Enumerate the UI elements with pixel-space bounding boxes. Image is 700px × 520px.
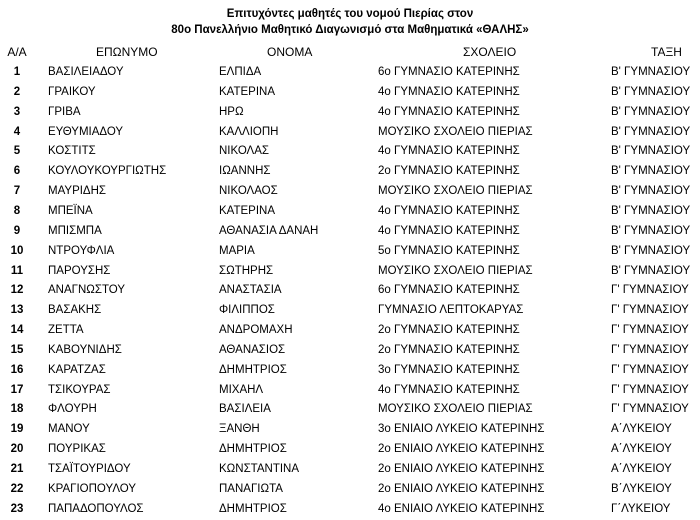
row-name: ΝΙΚΟΛΑΟΣ — [219, 185, 278, 198]
row-number: 8 — [13, 204, 21, 217]
row-number: 11 — [10, 264, 24, 277]
row-number: 21 — [10, 463, 24, 475]
row-school: 4ο ΓΥΜΝΑΣΙΟ ΚΑΤΕΡΙΝΗΣ — [378, 383, 520, 396]
row-surname: ΤΣΙΚΟΥΡΑΣ — [48, 383, 111, 396]
row-surname: ΠΟΥΡΙΚΑΣ — [48, 443, 106, 456]
document-title-line-1: Επιτυχόντες μαθητές του νομού Πιερίας στον — [226, 8, 474, 20]
table-row — [0, 261, 700, 281]
row-surname: ΕΥΘΥΜΙΑΔΟΥ — [48, 125, 124, 138]
row-name: ΚΑΤΕΡΙΝΑ — [219, 85, 276, 98]
row-class: Α΄ΛΥΚΕΙΟΥ — [611, 443, 672, 456]
table-row — [0, 340, 700, 360]
row-name: ΠΑΝΑΓΙΩΤΑ — [219, 482, 283, 495]
row-name: ΒΑΣΙΛΕΙΑ — [219, 403, 271, 416]
row-surname: ΦΛΟΥΡΗ — [48, 403, 97, 416]
row-school: 3ο ΓΥΜΝΑΣΙΟ ΚΑΤΕΡΙΝΗΣ — [378, 363, 520, 376]
row-name: ΝΙΚΟΛΑΣ — [219, 145, 270, 158]
table-row — [0, 141, 700, 161]
row-number: 15 — [10, 343, 24, 356]
header-class: ΤΑΞΗ — [651, 45, 682, 59]
row-number: 17 — [10, 383, 24, 396]
row-name: ΕΛΠΙΔΑ — [219, 66, 262, 78]
header-name: ΟΝΟΜΑ — [267, 45, 313, 59]
row-name: ΣΩΤΗΡΗΣ — [219, 264, 274, 277]
row-number: 18 — [10, 403, 24, 416]
row-name: ΚΑΛΛΙΟΠΗ — [219, 125, 279, 138]
row-class: Α΄ΛΥΚΕΙΟΥ — [611, 423, 672, 436]
row-number: 6 — [13, 165, 21, 178]
row-number: 14 — [10, 324, 24, 337]
row-class: Β' ΓΥΜΝΑΣΙΟΥ — [611, 264, 691, 277]
document-title-line-2: 80ο Πανελλήνιο Μαθητικό Διαγωνισμό στα Μαθηματικά «ΘΑΛΗΣ» — [171, 24, 529, 36]
row-class: Β' ΓΥΜΝΑΣΙΟΥ — [611, 224, 691, 237]
row-school: 4ο ΓΥΜΝΑΣΙΟ ΚΑΤΕΡΙΝΗΣ — [378, 204, 520, 217]
row-surname: ΚΟΥΛΟΥΚΟΥΡΓΙΩΤΗΣ — [48, 165, 167, 178]
row-number: 13 — [10, 304, 24, 317]
row-number: 3 — [13, 105, 21, 118]
row-number: 4 — [13, 125, 21, 138]
row-class: Γ΄ΛΥΚΕΙΟΥ — [611, 502, 671, 515]
row-number: 2 — [13, 85, 21, 98]
row-number: 20 — [10, 443, 24, 456]
row-number: 9 — [13, 224, 21, 237]
table-row — [0, 122, 700, 142]
row-class: Β' ΓΥΜΝΑΣΙΟΥ — [611, 244, 691, 257]
row-name: ΔΗΜΗΤΡΙΟΣ — [219, 363, 287, 376]
row-name: ΔΗΜΗΤΡΙΟΣ — [219, 502, 287, 515]
table-row — [0, 459, 700, 479]
row-number: 10 — [10, 244, 24, 257]
row-school: 4ο ΕΝΙΑΙΟ ΛΥΚΕΙΟ ΚΑΤΕΡΙΝΗΣ — [378, 502, 545, 515]
row-school: 2ο ΕΝΙΑΙΟ ΛΥΚΕΙΟ ΚΑΤΕΡΙΝΗΣ — [378, 482, 545, 495]
row-class: Β΄ΛΥΚΕΙΟΥ — [611, 482, 672, 495]
table-row — [0, 82, 700, 102]
row-surname: ΜΑΥΡΙΔΗΣ — [48, 185, 107, 198]
table-row — [0, 479, 700, 499]
row-class: Β' ΓΥΜΝΑΣΙΟΥ — [611, 165, 691, 178]
row-surname: ΓΡΑΙΚΟΥ — [48, 85, 96, 98]
row-school: 4ο ΓΥΜΝΑΣΙΟ ΚΑΤΕΡΙΝΗΣ — [378, 105, 520, 118]
header-aa: Α/Α — [7, 45, 27, 59]
row-name: ΚΩΝΣΤΑΝΤΙΝΑ — [219, 463, 300, 475]
row-name: ΜΑΡΙΑ — [219, 244, 255, 257]
row-school: 2ο ΓΥΜΝΑΣΙΟ ΚΑΤΕΡΙΝΗΣ — [378, 324, 520, 337]
row-name: ΙΩΑΝΝΗΣ — [219, 165, 271, 178]
row-class: Β' ΓΥΜΝΑΣΙΟΥ — [611, 66, 691, 78]
table-row — [0, 320, 700, 340]
table-header — [0, 42, 700, 62]
row-surname: ΒΑΣΑΚΗΣ — [48, 304, 102, 317]
row-number: 12 — [10, 284, 24, 297]
header-surname: ΕΠΩΝΥΜΟ — [96, 45, 158, 59]
row-name: ΑΘΑΝΑΣΙΑ ΔΑΝΑΗ — [219, 224, 319, 237]
row-number: 7 — [13, 185, 21, 198]
table-row — [0, 161, 700, 181]
row-name: ΑΝΑΣΤΑΣΙΑ — [219, 284, 282, 297]
table-row — [0, 280, 700, 300]
row-surname: ΜΠΙΣΜΠΑ — [48, 224, 102, 237]
row-school: 6ο ΓΥΜΝΑΣΙΟ ΚΑΤΕΡΙΝΗΣ — [378, 66, 520, 78]
row-surname: ΑΝΑΓΝΩΣΤΟΥ — [48, 284, 126, 297]
row-surname: ΠΑΡΟΥΣΗΣ — [48, 264, 111, 277]
row-number: 23 — [10, 502, 24, 515]
row-number: 22 — [10, 482, 24, 495]
row-school: 3ο ΕΝΙΑΙΟ ΛΥΚΕΙΟ ΚΑΤΕΡΙΝΗΣ — [378, 423, 545, 436]
table-row — [0, 201, 700, 221]
row-school: 4ο ΓΥΜΝΑΣΙΟ ΚΑΤΕΡΙΝΗΣ — [378, 224, 520, 237]
row-surname: ΓΡΙΒΑ — [48, 105, 81, 118]
table-row — [0, 499, 700, 519]
row-name: ΚΑΤΕΡΙΝΑ — [219, 204, 276, 217]
table-row — [0, 399, 700, 419]
row-class: Γ' ΓΥΜΝΑΣΙΟΥ — [611, 383, 689, 396]
table-row — [0, 439, 700, 459]
row-school: ΜΟΥΣΙΚΟ ΣΧΟΛΕΙΟ ΠΙΕΡΙΑΣ — [378, 403, 533, 416]
row-surname: ΚΑΒΟΥΝΙΔΗΣ — [48, 343, 122, 356]
table-row — [0, 221, 700, 241]
row-surname: ΜΑΝΟΥ — [48, 423, 90, 436]
row-number: 16 — [10, 363, 24, 376]
row-surname: ΤΣΑΪΤΟΥΡΙΔΟΥ — [48, 463, 131, 475]
row-school: 2ο ΕΝΙΑΙΟ ΛΥΚΕΙΟ ΚΑΤΕΡΙΝΗΣ — [378, 463, 545, 475]
row-class: Α΄ΛΥΚΕΙΟΥ — [611, 463, 672, 475]
table-row — [0, 419, 700, 439]
row-name: ΜΙΧΑΗΛ — [219, 383, 264, 396]
row-surname: ΒΑΣΙΛΕΙΑΔΟΥ — [48, 66, 124, 78]
row-class: Γ' ΓΥΜΝΑΣΙΟΥ — [611, 343, 689, 356]
row-number: 19 — [10, 423, 24, 436]
row-name: ΦΙΛΙΠΠΟΣ — [219, 304, 275, 317]
table-row — [0, 62, 700, 82]
row-name: ΑΝΔΡΟΜΑΧΗ — [219, 324, 293, 337]
table-row — [0, 300, 700, 320]
row-name: ΔΗΜΗΤΡΙΟΣ — [219, 443, 287, 456]
row-number: 1 — [13, 66, 21, 78]
row-surname: ΚΡΑΓΙΟΠΟΥΛΟΥ — [48, 482, 137, 495]
row-class: Β' ΓΥΜΝΑΣΙΟΥ — [611, 125, 691, 138]
row-class: Β' ΓΥΜΝΑΣΙΟΥ — [611, 204, 691, 217]
row-school: 5ο ΓΥΜΝΑΣΙΟ ΚΑΤΕΡΙΝΗΣ — [378, 244, 520, 257]
table-row — [0, 181, 700, 201]
row-name: ΞΑΝΘΗ — [219, 423, 260, 436]
row-class: Β' ΓΥΜΝΑΣΙΟΥ — [611, 145, 691, 158]
table-row — [0, 241, 700, 261]
row-name: ΑΘΑΝΑΣΙΟΣ — [219, 343, 286, 356]
table-row — [0, 102, 700, 122]
row-class: Β' ΓΥΜΝΑΣΙΟΥ — [611, 185, 691, 198]
row-school: ΜΟΥΣΙΚΟ ΣΧΟΛΕΙΟ ΠΙΕΡΙΑΣ — [378, 125, 533, 138]
row-school: ΓΥΜΝΑΣΙΟ ΛΕΠΤΟΚΑΡΥΑΣ — [378, 304, 524, 317]
row-school: 4ο ΓΥΜΝΑΣΙΟ ΚΑΤΕΡΙΝΗΣ — [378, 145, 520, 158]
row-school: ΜΟΥΣΙΚΟ ΣΧΟΛΕΙΟ ΠΙΕΡΙΑΣ — [378, 185, 533, 198]
row-class: Β' ΓΥΜΝΑΣΙΟΥ — [611, 85, 691, 98]
row-surname: ΚΟΣΤΙΤΣ — [48, 145, 96, 158]
row-name: ΗΡΩ — [219, 105, 244, 118]
row-school: 2ο ΓΥΜΝΑΣΙΟ ΚΑΤΕΡΙΝΗΣ — [378, 165, 520, 178]
row-school: 2ο ΕΝΙΑΙΟ ΛΥΚΕΙΟ ΚΑΤΕΡΙΝΗΣ — [378, 443, 545, 456]
row-class: Γ' ΓΥΜΝΑΣΙΟΥ — [611, 324, 689, 337]
row-class: Γ' ΓΥΜΝΑΣΙΟΥ — [611, 403, 689, 416]
row-class: Γ' ΓΥΜΝΑΣΙΟΥ — [611, 304, 689, 317]
row-class: Γ' ΓΥΜΝΑΣΙΟΥ — [611, 363, 689, 376]
row-school: 4ο ΓΥΜΝΑΣΙΟ ΚΑΤΕΡΙΝΗΣ — [378, 85, 520, 98]
row-surname: ΠΑΠΑΔΟΠΟΥΛΟΣ — [48, 502, 144, 515]
row-surname: ΖΕΤΤΑ — [48, 324, 84, 337]
table-row — [0, 360, 700, 380]
row-school: ΜΟΥΣΙΚΟ ΣΧΟΛΕΙΟ ΠΙΕΡΙΑΣ — [378, 264, 533, 277]
row-school: 6ο ΓΥΜΝΑΣΙΟ ΚΑΤΕΡΙΝΗΣ — [378, 284, 520, 297]
row-number: 5 — [13, 145, 21, 158]
header-school: ΣΧΟΛΕΙΟ — [463, 45, 517, 59]
row-surname: ΜΠΕΪΝΑ — [48, 204, 93, 217]
row-surname: ΝΤΡΟΥΦΛΙΑ — [48, 244, 115, 257]
row-school: 2ο ΓΥΜΝΑΣΙΟ ΚΑΤΕΡΙΝΗΣ — [378, 343, 520, 356]
row-class: Γ' ΓΥΜΝΑΣΙΟΥ — [611, 284, 689, 297]
row-surname: ΚΑΡΑΤΖΑΣ — [48, 363, 106, 376]
table-row — [0, 380, 700, 400]
row-class: Β' ΓΥΜΝΑΣΙΟΥ — [611, 105, 691, 118]
